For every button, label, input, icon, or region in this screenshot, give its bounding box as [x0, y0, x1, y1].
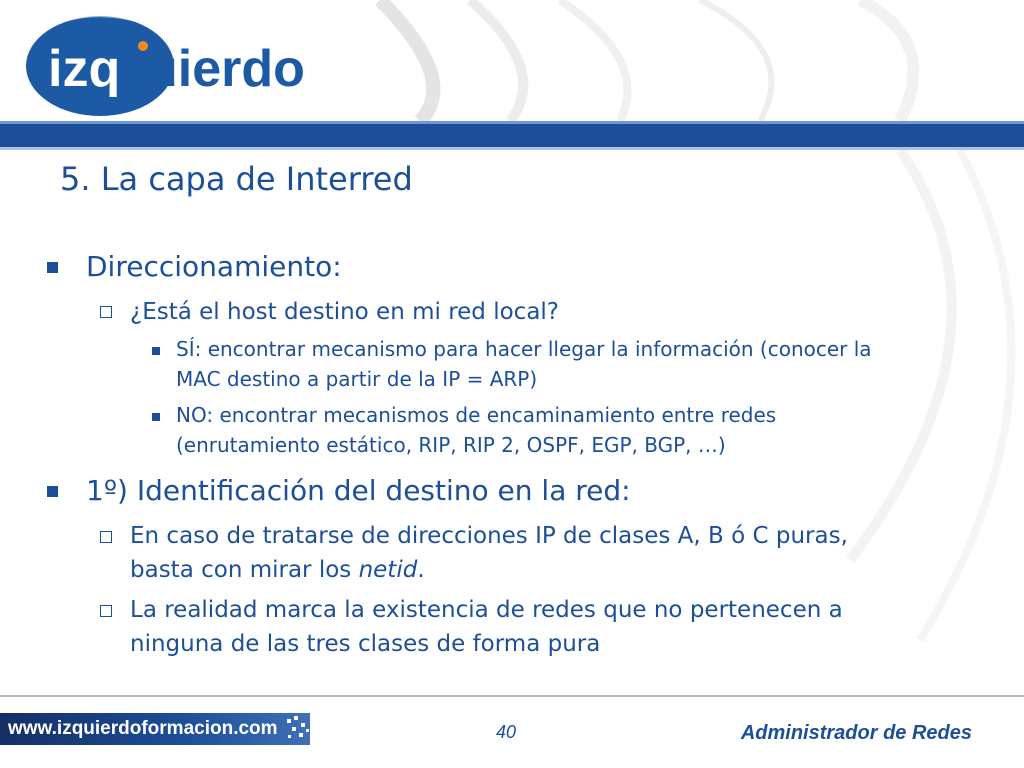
- bullet-no-line2: (enrutamiento estático, RIP, RIP 2, OSPF, EGP, BGP, …): [176, 433, 726, 457]
- bullet-si-line2: MAC destino a partir de la IP = ARP): [176, 367, 538, 391]
- dots-pattern-icon: [285, 715, 310, 743]
- bullet-realidad-line1: La realidad marca la existencia de redes que no pertenecen a: [130, 597, 843, 623]
- hollow-square-bullet-icon: [100, 306, 112, 318]
- bullet-clases-line2-suffix: .: [417, 557, 425, 583]
- bullet-no-line1: NO: encontrar mecanismos de encaminamiento entre redes: [176, 403, 777, 427]
- bullet-level2-host-local: ¿Está el host destino en mi red local?: [130, 299, 560, 325]
- bullet-level1-identificacion: 1º) Identificación del destino en la red:: [86, 474, 631, 507]
- footer-url-banner: [0, 713, 310, 745]
- hollow-square-bullet-icon: [100, 605, 112, 617]
- bullet-realidad-line2: ninguna de las tres clases de forma pura: [130, 631, 601, 657]
- bullet-clases-line2: [130, 553, 848, 587]
- hollow-square-bullet-icon: [100, 531, 112, 543]
- bullet-level3-si: [176, 334, 872, 394]
- square-bullet-icon: [47, 486, 58, 497]
- small-square-bullet-icon: [152, 413, 160, 421]
- bullet-level1-direccionamiento: Direccionamiento:: [86, 250, 342, 283]
- course-title: Administrador de Redes: [740, 722, 972, 744]
- page-number: 40: [496, 722, 517, 742]
- bullet-level2-realidad: [130, 593, 843, 661]
- header-band: [0, 121, 1024, 147]
- slide-title: 5. La capa de Interred: [60, 160, 413, 198]
- svg-text:izq: izq: [48, 40, 121, 98]
- bullet-clases-line2-prefix: basta con mirar los: [130, 557, 359, 583]
- svg-text:uierdo: uierdo: [146, 40, 305, 98]
- bullet-level2-clases: [130, 519, 848, 587]
- bullet-si-line1: SÍ: encontrar mecanismo para hacer llegar la información (conocer la: [176, 337, 872, 361]
- square-bullet-icon: [47, 262, 58, 273]
- company-logo: [22, 8, 312, 118]
- footer-divider: [0, 695, 1024, 697]
- netid-emphasis: netid: [358, 557, 418, 583]
- bullet-level3-no: [176, 400, 776, 460]
- header-band-highlight: [0, 121, 1024, 124]
- footer-url: www.izquierdoformacion.com: [8, 718, 278, 739]
- header-band-shadow: [0, 147, 1024, 150]
- bullet-clases-line1: En caso de tratarse de direcciones IP de clases A, B ó C puras,: [130, 523, 848, 549]
- small-square-bullet-icon: [152, 347, 160, 355]
